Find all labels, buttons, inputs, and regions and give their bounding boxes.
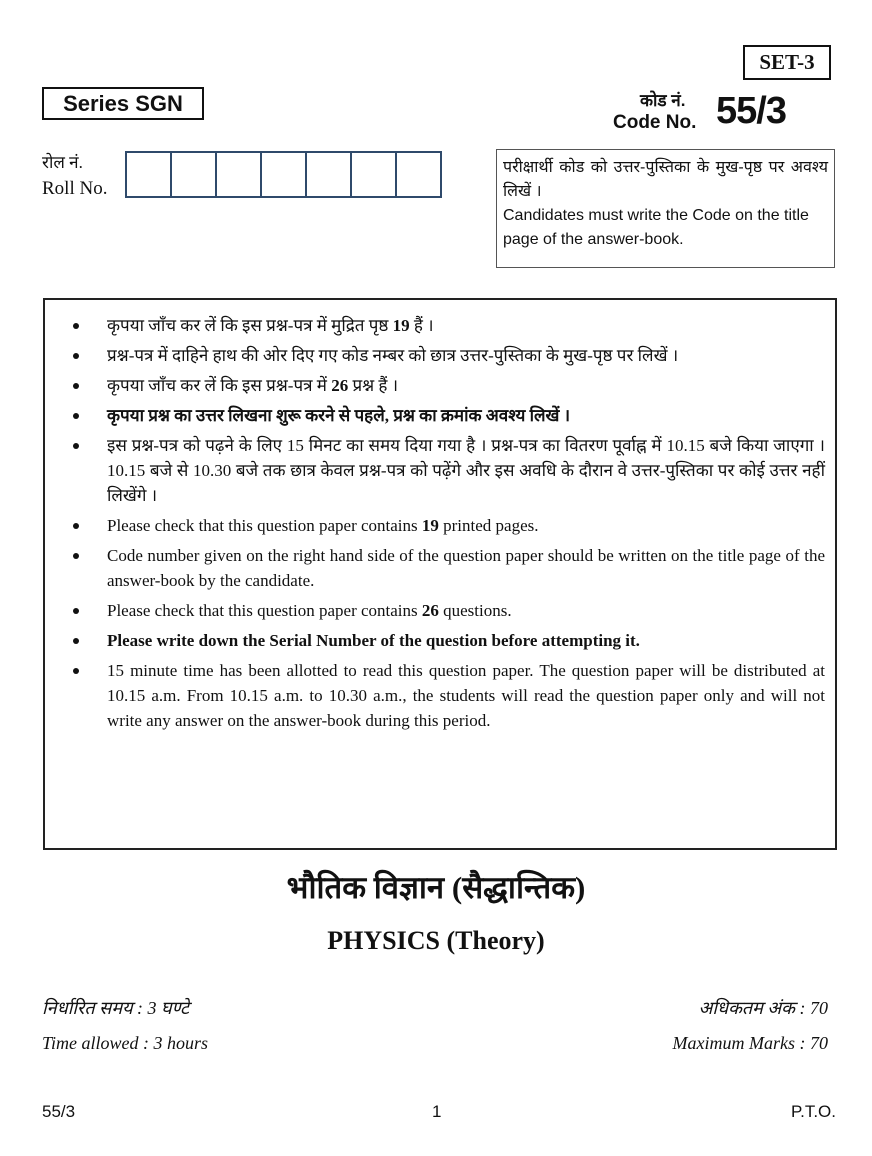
instruction-text-pre: 15 minute time has been allotted to read this question paper. The question paper will be distributed at 10.15 a.m. From 10.15 a.m. to 10.30 a.m., the students will read the question paper only and will not write any answer on the answer-book during this period. xyxy=(107,661,825,730)
instruction-item xyxy=(55,628,825,653)
code-number: 55/3 xyxy=(716,90,786,132)
instruction-text-bold: 19 xyxy=(421,516,439,535)
time-allowed: Time allowed : 3 hours xyxy=(42,1033,209,1053)
notice-english: Candidates must write the Code on the title page of the answer-book. xyxy=(503,207,809,248)
roll-label: Roll No. xyxy=(42,178,108,199)
instruction-text-pre: प्रश्न-पत्र में दाहिने हाथ की ओर दिए गए कोड नम्बर को छात्र उत्तर-पुस्तिका के मुख-पृष्ठ पर लिखें । xyxy=(107,346,679,365)
series-label: Series SGN xyxy=(42,87,204,120)
roll-number-boxes xyxy=(125,151,442,198)
max-marks: Maximum Marks : 70 xyxy=(672,1033,828,1053)
instructions-box xyxy=(43,298,837,850)
instruction-text-pre: कृपया जाँच कर लें कि इस प्रश्न-पत्र में xyxy=(107,376,332,395)
instruction-item xyxy=(55,343,825,368)
instruction-text-pre: Please check that this question paper contains xyxy=(107,601,422,620)
instruction-text-pre: Please check that this question paper contains xyxy=(107,516,422,535)
instruction-item xyxy=(55,313,825,338)
instruction-item xyxy=(55,433,825,508)
instruction-item xyxy=(55,403,825,428)
instruction-text-pre: कृपया जाँच कर लें कि इस प्रश्न-पत्र में मुद्रित पृष्ठ xyxy=(107,316,393,335)
roll-box xyxy=(395,153,440,196)
notice-hindi: परीक्षार्थी कोड को उत्तर-पुस्तिका के मुख-पृष्ठ पर अवश्य लिखें । xyxy=(503,159,828,200)
code-notice-box xyxy=(496,149,835,268)
subject-title-hindi: भौतिक विज्ञान (सैद्धान्तिक) xyxy=(286,870,586,905)
instruction-item xyxy=(55,373,825,398)
set-label: SET-3 xyxy=(743,45,831,80)
instruction-text-bold: 26 xyxy=(331,376,349,395)
instruction-item xyxy=(55,513,825,538)
page-number: 1 xyxy=(432,1102,442,1121)
instruction-item xyxy=(55,598,825,623)
instruction-item xyxy=(55,543,825,593)
instruction-text-post: printed pages. xyxy=(438,516,539,535)
roll-box xyxy=(215,153,260,196)
instruction-text-post: questions. xyxy=(438,601,512,620)
roll-box xyxy=(350,153,395,196)
instruction-text-bold: 19 xyxy=(392,316,410,335)
instruction-text-post: हैं । xyxy=(409,316,434,335)
roll-box xyxy=(170,153,215,196)
instruction-text-bold: 26 xyxy=(421,601,439,620)
code-label: Code No. xyxy=(613,112,697,133)
please-turn-over: P.T.O. xyxy=(790,1102,836,1121)
instructions-list xyxy=(55,313,825,733)
instruction-text-bold: कृपया प्रश्न का उत्तर लिखना शुरू करने से पहले, प्रश्न का क्रमांक अवश्य लिखें । xyxy=(107,406,571,425)
roll-box xyxy=(260,153,305,196)
instruction-text-bold: Please write down the Serial Number of the question before attempting it. xyxy=(107,631,640,650)
roll-box xyxy=(305,153,350,196)
instruction-item xyxy=(55,658,825,733)
roll-box xyxy=(127,153,170,196)
instruction-text-pre: इस प्रश्न-पत्र को पढ़ने के लिए 15 मिनट का समय दिया गया है । प्रश्न-पत्र का वितरण पूर्वाह्न में 10.15 बजे किया जाएगा । 10.15 बजे से 10.30 बजे तक छात्र केवल प्रश्न-पत्र को पढ़ेंगे और इस अवधि के दौरान वे उत्तर-पुस्तिका पर कोई उत्तर नहीं लिखेंगे । xyxy=(107,436,825,505)
instruction-text-post: प्रश्न हैं । xyxy=(348,376,399,395)
time-allowed-hindi: निर्धारित समय : 3 घण्टे xyxy=(42,998,190,1018)
max-marks-hindi: अधिकतम अंक : 70 xyxy=(698,998,828,1018)
roll-label-hindi: रोल नं. xyxy=(42,153,83,172)
code-label-hindi: कोड नं. xyxy=(640,91,686,110)
subject-title: PHYSICS (Theory) xyxy=(327,926,545,955)
footer-code: 55/3 xyxy=(42,1102,76,1121)
instruction-text-pre: Code number given on the right hand side of the question paper should be written on the title page of the answer-book by the candidate. xyxy=(107,546,825,590)
